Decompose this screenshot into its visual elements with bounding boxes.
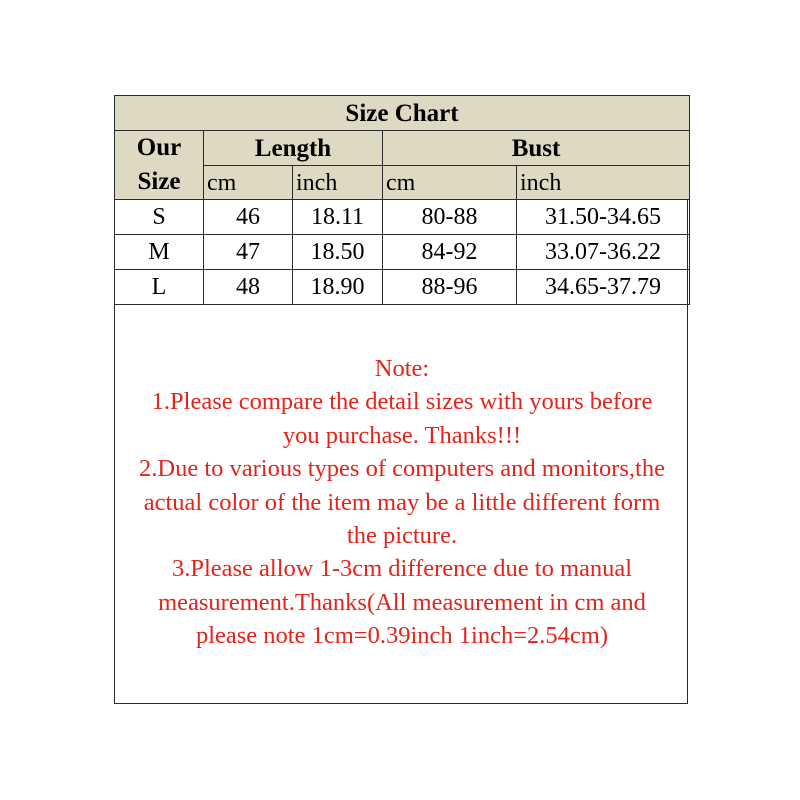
table-row	[115, 235, 690, 270]
length-cm-cell: 47	[204, 235, 293, 270]
length-inch-cell: 18.90	[293, 270, 383, 305]
table-row	[115, 270, 690, 305]
our-size-header	[115, 131, 204, 200]
table-row	[115, 200, 690, 235]
note-block	[115, 352, 689, 653]
unit-bust-cm: cm	[383, 166, 517, 200]
unit-bust-inch: inch	[517, 166, 690, 200]
note-line: 3.Please allow 1-3cm difference due to manual	[171, 555, 633, 583]
note-line: please note 1cm=0.39inch 1inch=2.54cm)	[195, 622, 609, 650]
size-cell: L	[115, 270, 204, 305]
bust-inch-cell: 34.65-37.79	[517, 270, 690, 305]
bust-inch-cell: 31.50-34.65	[517, 200, 690, 235]
our-size-header-line1: Our	[136, 134, 182, 161]
length-cm-cell: 48	[204, 270, 293, 305]
length-header: Length	[204, 131, 383, 166]
unit-length-inch: inch	[293, 166, 383, 200]
our-size-header-line2: Size	[137, 168, 181, 195]
bust-header: Bust	[383, 131, 690, 166]
size-cell: M	[115, 235, 204, 270]
unit-length-cm: cm	[204, 166, 293, 200]
note-line: 1.Please compare the detail sizes with yours before	[151, 388, 653, 416]
size-cell: S	[115, 200, 204, 235]
note-line: you purchase. Thanks!!!	[282, 421, 522, 449]
note-line: the picture.	[346, 522, 458, 550]
length-cm-cell: 46	[204, 200, 293, 235]
note-heading: Note:	[374, 355, 430, 382]
length-inch-cell: 18.11	[293, 200, 383, 235]
note-line: 2.Due to various types of computers and monitors,the	[139, 455, 665, 483]
size-chart-sheet	[114, 95, 688, 704]
note-line: actual color of the item may be a little different form	[143, 488, 661, 516]
size-chart-title: Size Chart	[115, 96, 690, 131]
size-chart-table	[114, 95, 690, 305]
bust-cm-cell: 88-96	[383, 270, 517, 305]
note-line: measurement.Thanks(All measurement in cm and	[158, 588, 646, 616]
bust-inch-cell: 33.07-36.22	[517, 235, 690, 270]
length-inch-cell: 18.50	[293, 235, 383, 270]
bust-cm-cell: 80-88	[383, 200, 517, 235]
bust-cm-cell: 84-92	[383, 235, 517, 270]
